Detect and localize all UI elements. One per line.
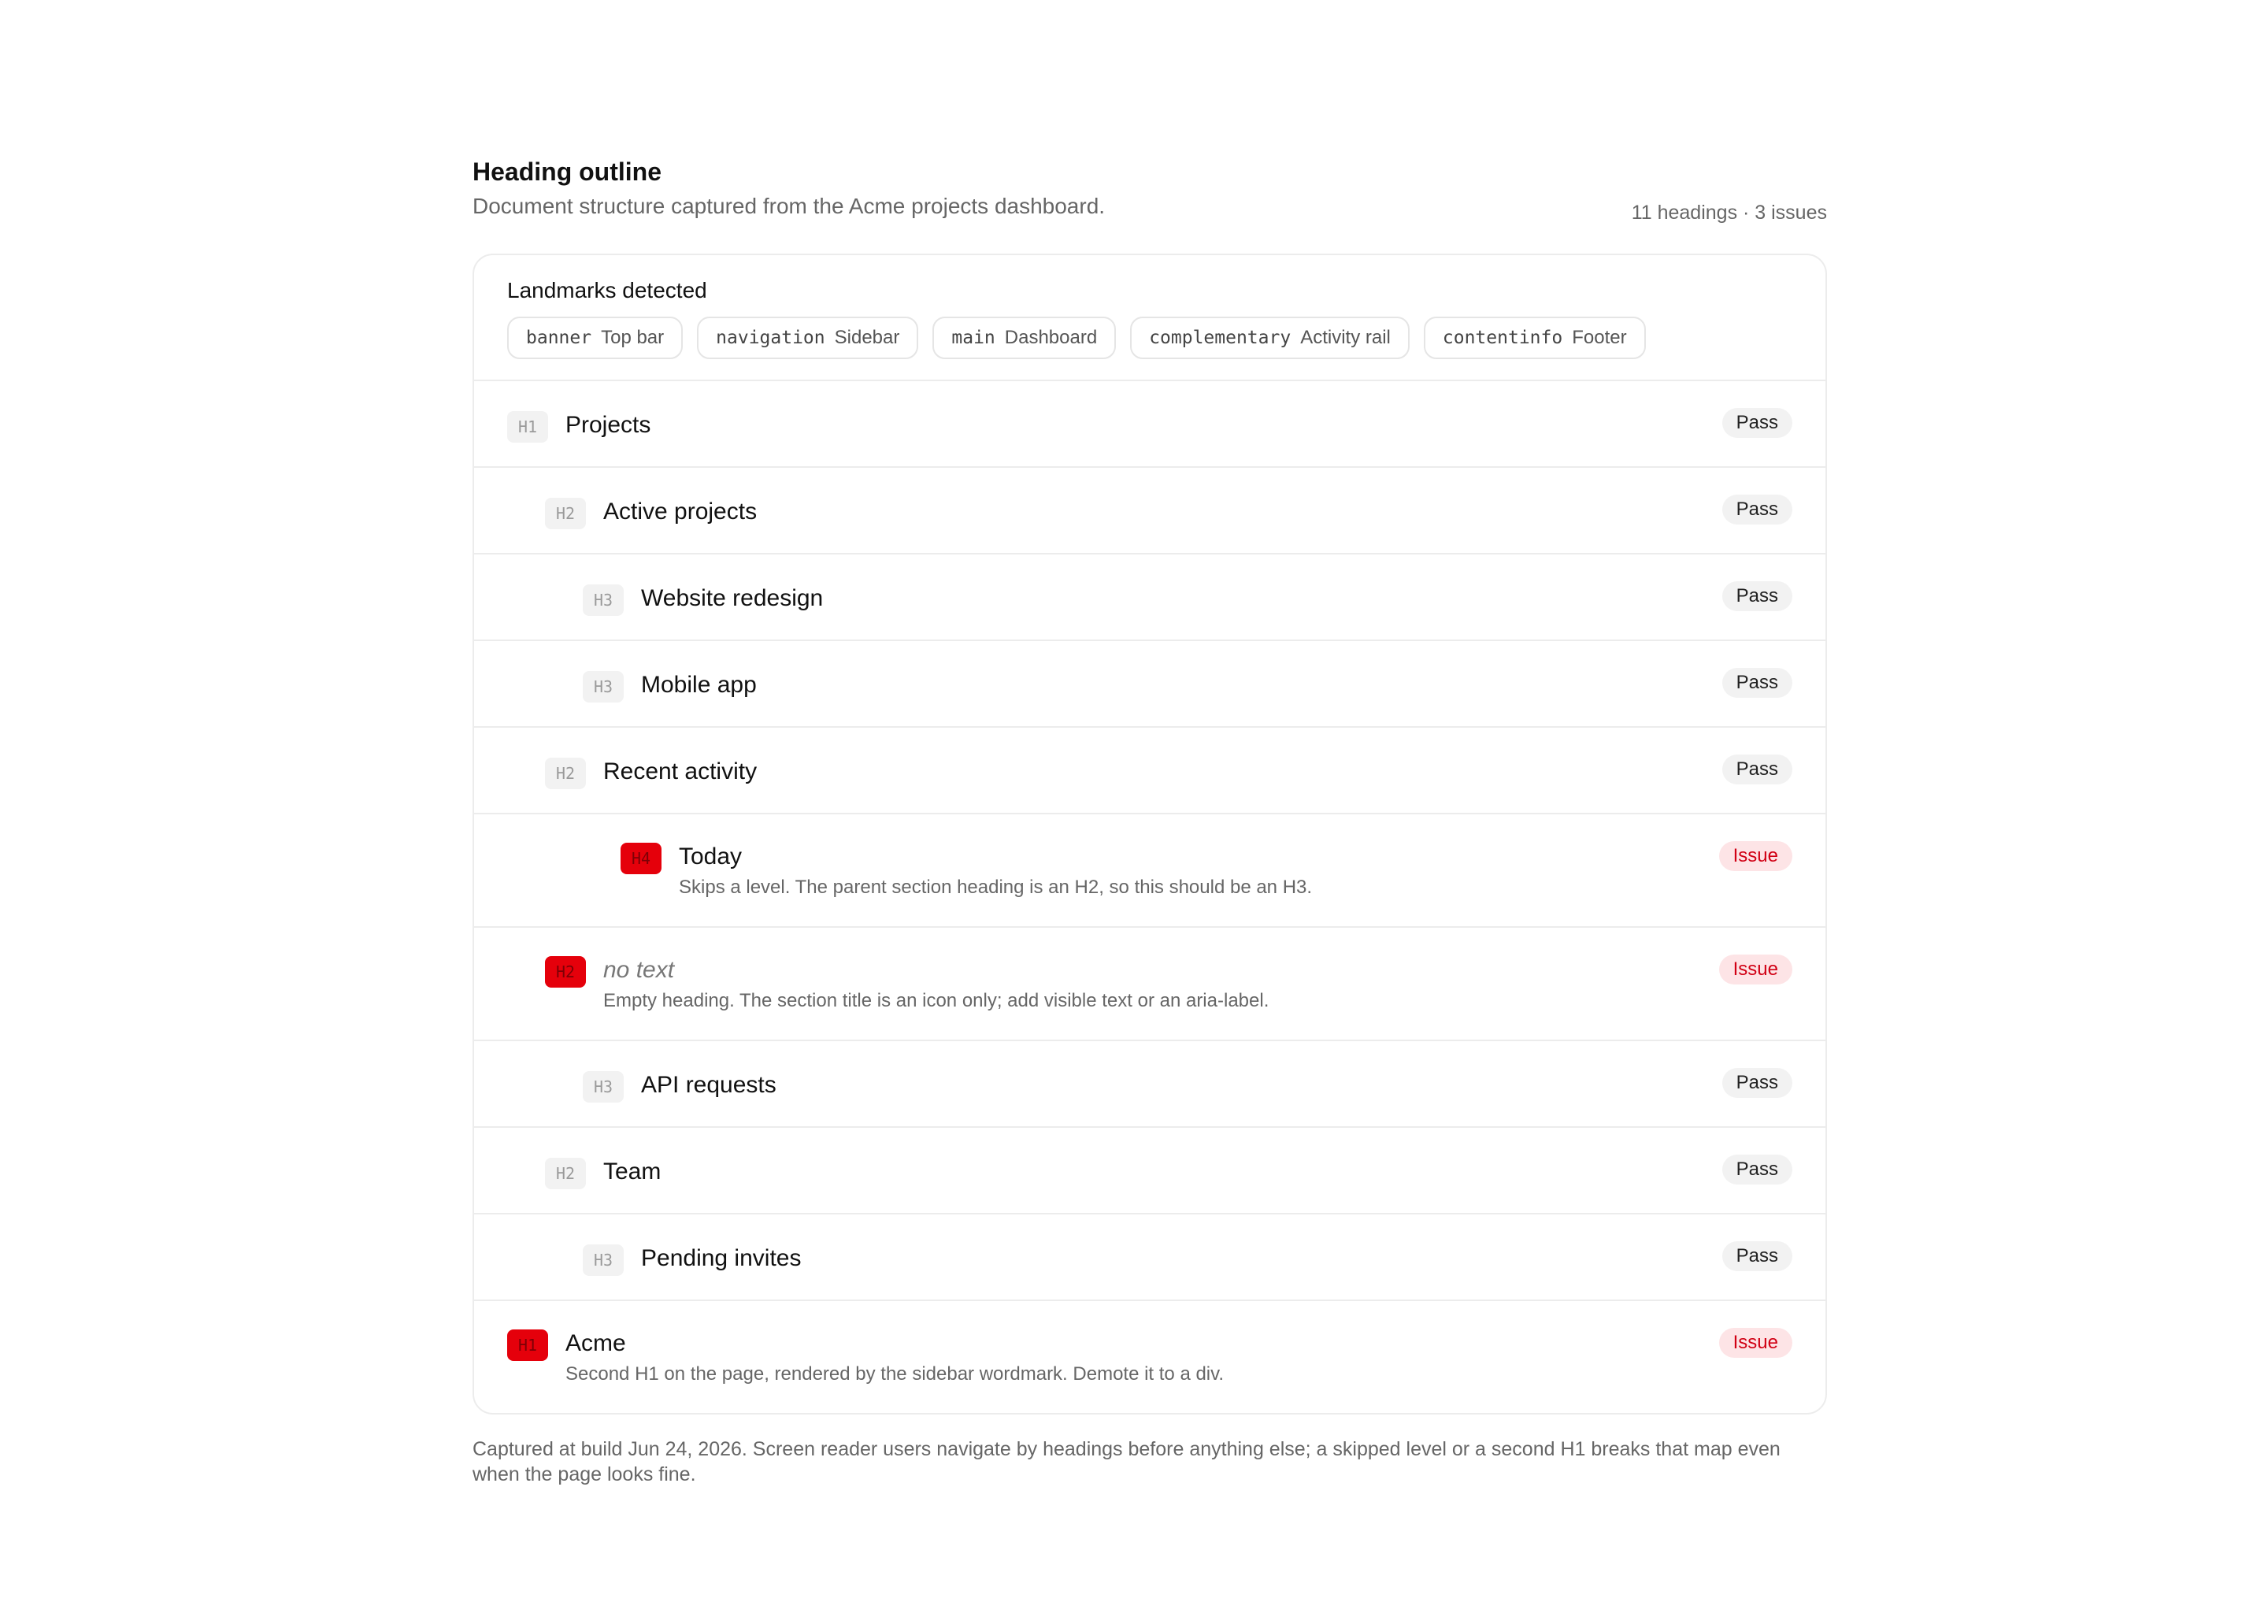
landmark-role: navigation: [716, 328, 825, 348]
heading-row-issue: [474, 814, 1825, 928]
summary-count: 11 headings · 3 issues: [1631, 202, 1827, 224]
landmark-role: contentinfo: [1442, 328, 1563, 348]
status-badge: Pass: [1722, 408, 1792, 438]
heading-row: [474, 728, 1825, 814]
heading-level-tag: H3: [583, 1071, 624, 1103]
heading-text: Team: [603, 1159, 662, 1185]
heading-text: Active projects: [603, 499, 758, 525]
landmark-name: Top bar: [601, 327, 665, 348]
issue-badge: Issue: [1719, 1328, 1792, 1358]
heading-level-tag: H4: [621, 843, 662, 874]
issue-badge: Issue: [1719, 841, 1792, 871]
landmark-name: Sidebar: [834, 327, 900, 348]
landmark-role: banner: [526, 328, 592, 348]
outline-card: [472, 254, 1827, 1415]
heading-row: [474, 468, 1825, 554]
heading-text: Projects: [565, 412, 651, 438]
landmark-chip: [932, 317, 1116, 359]
landmarks-section: [474, 255, 1825, 381]
page-title: Heading outline: [472, 158, 662, 186]
heading-level-tag: H3: [583, 671, 624, 703]
heading-row: [474, 1214, 1825, 1301]
heading-text: Website redesign: [641, 585, 824, 611]
landmark-chips: [507, 317, 1792, 359]
status-badge: Pass: [1722, 1155, 1792, 1185]
heading-outline-panel: [472, 154, 1827, 1487]
heading-row: [474, 1041, 1825, 1128]
status-badge: Pass: [1722, 1241, 1792, 1271]
landmark-chip: [507, 317, 683, 359]
issue-note: Second H1 on the page, rendered by the sidebar wordmark. Demote it to a div.: [565, 1363, 1225, 1385]
status-badge: Pass: [1722, 495, 1792, 525]
heading-text: Mobile app: [641, 672, 757, 698]
heading-text: API requests: [641, 1072, 776, 1098]
heading-row: [474, 641, 1825, 728]
heading-level-tag: H1: [507, 411, 548, 443]
heading-row: [474, 381, 1825, 468]
heading-level-tag: H2: [545, 1158, 586, 1189]
heading-text-empty: no text: [603, 957, 675, 983]
status-badge: Pass: [1722, 581, 1792, 611]
issue-badge: Issue: [1719, 955, 1792, 984]
landmark-chip: [1130, 317, 1410, 359]
footnote: Captured at build Jun 24, 2026. Screen reader users navigate by headings before anything else; a skipped level or a second H1 breaks that map even when the page looks fine.: [472, 1438, 1781, 1485]
heading-text: Today: [679, 844, 743, 869]
landmark-role: complementary: [1149, 328, 1292, 348]
landmarks-title: Landmarks detected: [507, 278, 707, 302]
panel-header: [472, 154, 1827, 225]
landmark-chip: [697, 317, 918, 359]
status-badge: Pass: [1722, 755, 1792, 784]
landmark-name: Dashboard: [1004, 327, 1098, 348]
heading-level-tag: H1: [507, 1329, 548, 1361]
heading-text: Recent activity: [603, 758, 758, 784]
heading-text: Pending invites: [641, 1245, 802, 1271]
heading-text: Acme: [565, 1330, 626, 1356]
heading-row: [474, 1128, 1825, 1214]
landmark-role: main: [951, 328, 995, 348]
issue-note: Skips a level. The parent section heading is an H2, so this should be an H3.: [679, 877, 1313, 898]
status-badge: Pass: [1722, 668, 1792, 698]
heading-level-tag: H3: [583, 1244, 624, 1276]
heading-level-tag: H3: [583, 584, 624, 616]
heading-row-issue: [474, 1301, 1825, 1413]
heading-row: [474, 554, 1825, 641]
heading-level-tag: H2: [545, 956, 586, 988]
landmark-name: Activity rail: [1300, 327, 1391, 348]
heading-row-issue: [474, 928, 1825, 1041]
heading-level-tag: H2: [545, 498, 586, 529]
issue-note: Empty heading. The section title is an icon only; add visible text or an aria-label.: [603, 990, 1269, 1011]
landmark-name: Footer: [1572, 327, 1627, 348]
status-badge: Pass: [1722, 1068, 1792, 1098]
landmark-chip: [1424, 317, 1646, 359]
page-subtitle: Document structure captured from the Acme projects dashboard.: [472, 194, 1106, 218]
heading-level-tag: H2: [545, 758, 586, 789]
